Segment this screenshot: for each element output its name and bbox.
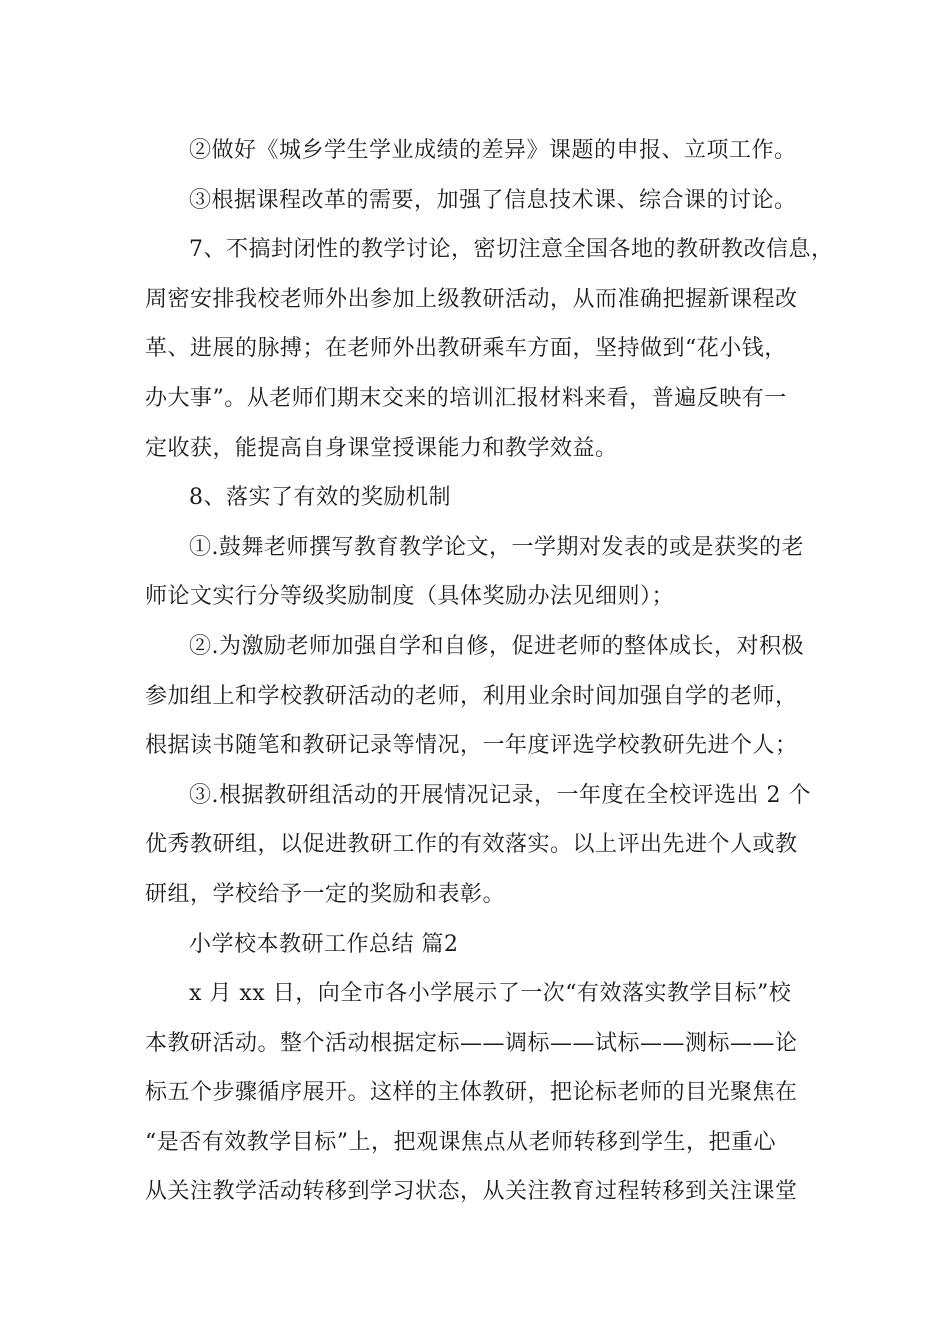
paragraph-line: x 月 xx 日，向全市各小学展示了一次“有效落实教学目标”校 xyxy=(189,981,792,1007)
document-body xyxy=(145,131,834,1222)
paragraph-line: ②.为激励老师加强自学和自修，促进老师的整体成长，对积极 xyxy=(189,633,804,659)
paragraph-line: 标五个步骤循序展开。这样的主体教研，把论标老师的目光聚焦在 xyxy=(145,1080,798,1106)
paragraph-line: 办大事”。从老师们期末交来的培训汇报材料来看，普遍反映有一 xyxy=(145,385,787,411)
paragraph-line: 从关注教学活动转移到学习状态，从关注教育过程转移到关注课堂 xyxy=(145,1179,798,1205)
paragraph-line: 根据读书随笔和教研记录等情况，一年度评选学校教研先进个人； xyxy=(145,733,798,759)
paragraph-line: 周密安排我校老师外出参加上级教研活动，从而准确把握新课程改 xyxy=(145,286,798,312)
paragraph-line: ③根据课程改革的需要，加强了信息技术课、综合课的讨论。 xyxy=(189,187,797,213)
paragraph-line: “是否有效教学目标”上，把观课焦点从老师转移到学生，把重心 xyxy=(145,1129,776,1155)
section-heading: 8、落实了有效的奖励机制 xyxy=(189,485,451,511)
paragraph-line: 革、进展的脉搏；在老师外出教研乘车方面，坚持做到“花小钱， xyxy=(145,336,787,362)
paragraph-line: ②做好《城乡学生学业成绩的差异》课题的申报、立项工作。 xyxy=(189,138,797,163)
paragraph-line: 研组，学校给予一定的奖励和表彰。 xyxy=(145,881,506,907)
paragraph-line: ③.根据教研组活动的开展情况记录，一年度在全校评选出 2 个 xyxy=(189,782,811,808)
paragraph-line: 7、不搞封闭性的教学讨论，密切注意全国各地的教研教改信息， xyxy=(189,237,834,263)
paragraph-line: 本教研活动。整个活动根据定标——调标——试标——测标——论 xyxy=(145,1030,798,1056)
article-title: 小学校本教研工作总结 篇2 xyxy=(189,931,459,957)
paragraph-line: 定收获，能提高自身课堂授课能力和教学效益。 xyxy=(145,435,618,461)
paragraph-line: ①.鼓舞老师撰写教育教学论文，一学期对发表的或是获奖的老 xyxy=(189,534,804,560)
paragraph-line: 师论文实行分等级奖励制度（具体奖励办法见细则）； xyxy=(145,584,675,610)
paragraph-line: 参加组上和学校教研活动的老师，利用业余时间加强自学的老师， xyxy=(145,683,798,709)
paragraph-line: 优秀教研组，以促进教研工作的有效落实。以上评出先进个人或教 xyxy=(145,832,798,858)
